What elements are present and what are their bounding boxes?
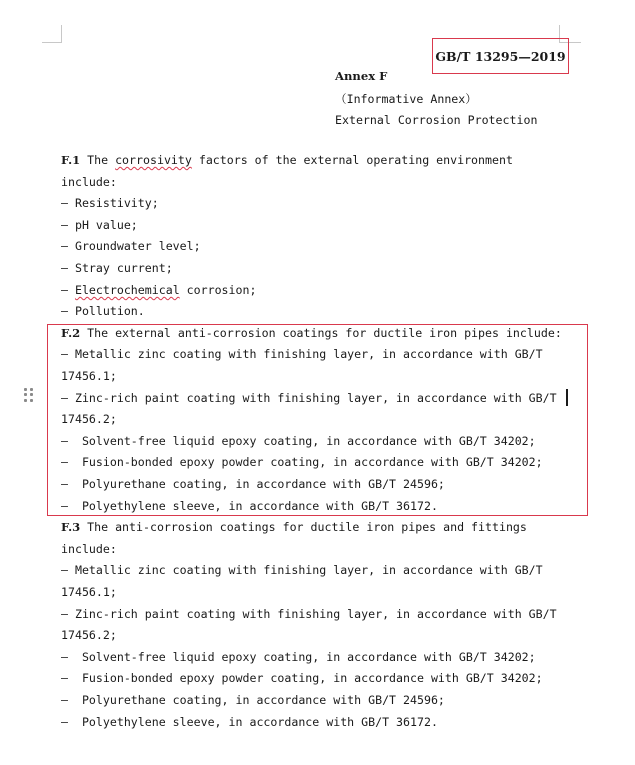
f2-intro-text: The external anti-corrosion coatings for ductile iron pipes include: (80, 326, 562, 340)
drag-handle-icon[interactable] (24, 388, 33, 402)
f1-item: — Stray current; (61, 261, 173, 275)
text-cursor (566, 389, 568, 406)
f1-intro-text-a: The (80, 153, 116, 167)
f1-item: — Resistivity; (61, 196, 159, 210)
f3-line: 17456.1; (61, 585, 117, 599)
spellcheck-word-electrochemical[interactable]: Electrochemical (74, 283, 180, 297)
f1-number: F.1 (61, 153, 81, 167)
f3-line: — Polyethylene sleeve, in accordance with GB/T 36172. (61, 715, 438, 729)
f1-item: — pH value; (61, 218, 138, 232)
f3-number: F.3 (61, 520, 81, 534)
f2-intro[interactable] (61, 326, 562, 340)
f1-intro[interactable] (61, 153, 513, 167)
annex-title: External Corrosion Protection (335, 113, 538, 127)
f3-line: — Metallic zinc coating with finishing layer, in accordance with GB/T (61, 563, 543, 577)
f3-line: — Solvent-free liquid epoxy coating, in accordance with GB/T 34202; (61, 650, 536, 664)
f1-item-electrochemical (61, 283, 256, 297)
f2-line: — Polyurethane coating, in accordance with GB/T 24596; (61, 477, 445, 491)
f3-line: — Fusion-bonded epoxy powder coating, in accordance with GB/T 34202; (61, 671, 543, 685)
f2-line: 17456.2; (61, 412, 117, 426)
standard-number-box: GB/T 13295—2019 (432, 38, 569, 74)
annex-type: （Informative Annex） (335, 92, 477, 106)
f3-intro-text: The anti-corrosion coatings for ductile iron pipes and fittings (80, 520, 527, 534)
spellcheck-word-corrosivity[interactable]: corrosivity (115, 153, 192, 167)
f3-intro[interactable] (61, 520, 527, 534)
f1-item: — Groundwater level; (61, 239, 201, 253)
f2-line: — Polyethylene sleeve, in accordance with GB/T 36172. (61, 499, 438, 513)
f1-item: — Pollution. (61, 304, 145, 318)
f3-line: — Zinc-rich paint coating with finishing layer, in accordance with GB/T (61, 607, 557, 621)
margin-mark-top-left-h (42, 42, 62, 43)
f3-line: — Polyurethane coating, in accordance with GB/T 24596; (61, 693, 445, 707)
margin-mark-top-left (61, 25, 62, 43)
f1-intro-cont: include: (61, 175, 117, 189)
f2-line: 17456.1; (61, 369, 117, 383)
f3-line: 17456.2; (61, 628, 117, 642)
f1-item-dash: — (61, 283, 75, 297)
f2-line: — Metallic zinc coating with finishing layer, in accordance with GB/T (61, 347, 543, 361)
f1-intro-text-b: factors of the external operating environment (191, 153, 513, 167)
f2-line: — Fusion-bonded epoxy powder coating, in accordance with GB/T 34202; (61, 455, 543, 469)
f2-line: — Solvent-free liquid epoxy coating, in accordance with GB/T 34202; (61, 434, 536, 448)
f1-item-electro-rest: corrosion; (179, 283, 257, 297)
f2-line: — Zinc-rich paint coating with finishing layer, in accordance with GB/T (61, 391, 557, 405)
f3-intro-cont: include: (61, 542, 117, 556)
f2-number: F.2 (61, 326, 81, 340)
annex-label: Annex F (335, 69, 388, 83)
